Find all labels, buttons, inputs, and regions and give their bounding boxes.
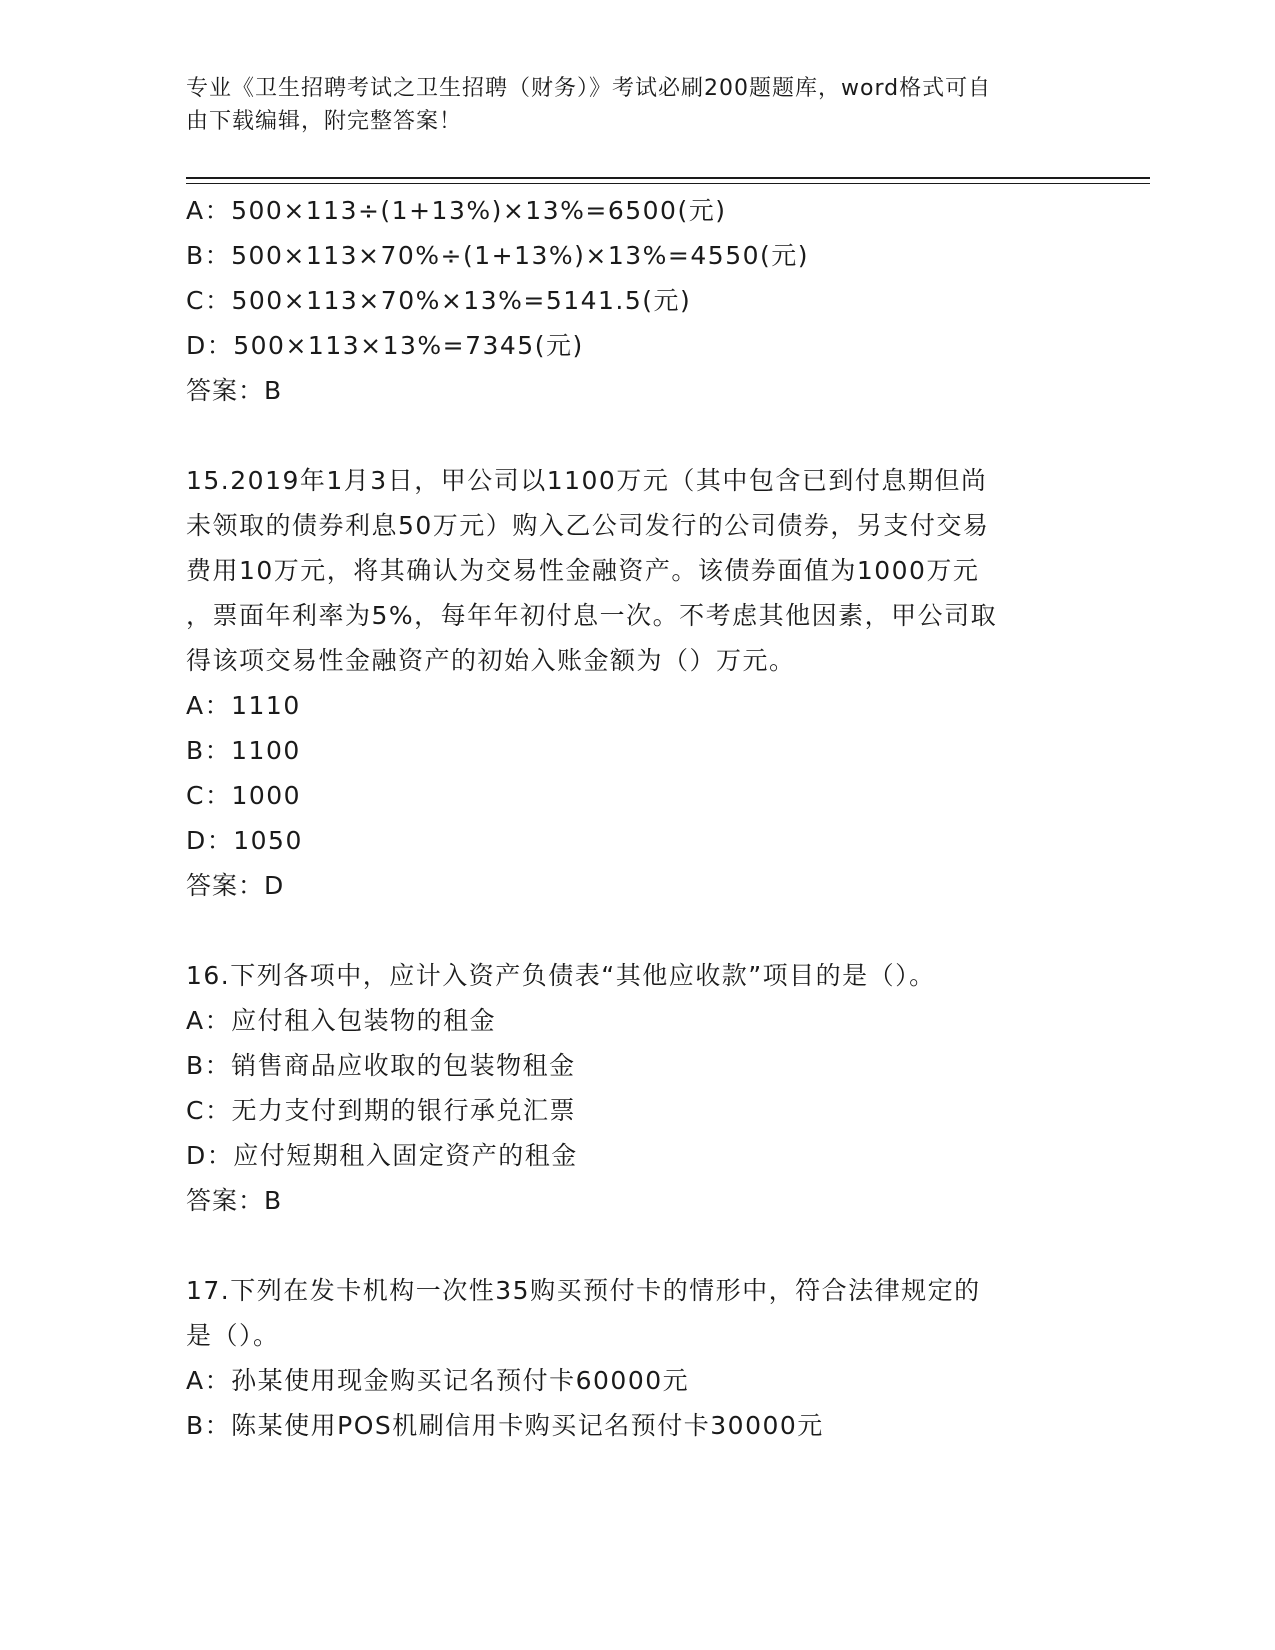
question-content	[186, 188, 1086, 1448]
option-a: A：500×113÷(1+13%)×13%=6500(元)	[186, 196, 727, 225]
option-b: B：500×113×70%÷(1+13%)×13%=4550(元)	[186, 241, 810, 270]
question-15	[186, 458, 1086, 908]
header-rule-thick	[186, 177, 1150, 179]
answer: 答案：D	[186, 871, 285, 900]
question-gap	[186, 908, 1086, 953]
option-d: D：1050	[186, 826, 303, 855]
header-line-2: 由下载编辑，附完整答案！	[186, 109, 463, 134]
question-text-line: 15.2019年1月3日，甲公司以1100万元（其中包含已到付息期但尚	[186, 466, 988, 495]
option-c: C：1000	[186, 781, 302, 810]
option-a: A：孙某使用现金购买记名预付卡60000元	[186, 1366, 690, 1395]
question-text-line: ，票面年利率为5%，每年年初付息一次。不考虑其他因素，甲公司取	[186, 601, 998, 630]
header-line-1: 专业《卫生招聘考试之卫生招聘（财务）》考试必刷200题题库，word格式可自	[186, 76, 992, 101]
option-a: A：应付租入包装物的租金	[186, 1006, 497, 1035]
question-text-line: 费用10万元，将其确认为交易性金融资产。该债券面值为1000万元	[186, 556, 980, 585]
header-rule-thin	[186, 183, 1150, 184]
document-header	[186, 72, 1066, 138]
question-gap	[186, 413, 1086, 458]
answer: 答案：B	[186, 376, 283, 405]
option-a: A：1110	[186, 691, 301, 720]
option-b: B：1100	[186, 736, 301, 765]
question-text-line: 是（）。	[186, 1321, 280, 1350]
question-text-line: 得该项交易性金融资产的初始入账金额为（）万元。	[186, 646, 796, 675]
question-17	[186, 1268, 1086, 1448]
question-16	[186, 953, 1086, 1223]
question-gap	[186, 1223, 1086, 1268]
option-b: B：销售商品应收取的包装物租金	[186, 1051, 576, 1080]
question-text-line: 17.下列在发卡机构一次性35购买预付卡的情形中，符合法律规定的	[186, 1276, 981, 1305]
option-c: C：无力支付到期的银行承兑汇票	[186, 1096, 576, 1125]
question-text-line: 未领取的债券利息50万元）购入乙公司发行的公司债券，另支付交易	[186, 511, 990, 540]
option-b: B：陈某使用POS机刷信用卡购买记名预付卡30000元	[186, 1411, 824, 1440]
question-14	[186, 188, 1086, 413]
option-d: D：500×113×13%=7345(元)	[186, 331, 584, 360]
answer: 答案：B	[186, 1186, 283, 1215]
question-text-line: 16.下列各项中，应计入资产负债表“其他应收款”项目的是（）。	[186, 961, 936, 990]
option-d: D：应付短期租入固定资产的租金	[186, 1141, 578, 1170]
option-c: C：500×113×70%×13%=5141.5(元)	[186, 286, 692, 315]
